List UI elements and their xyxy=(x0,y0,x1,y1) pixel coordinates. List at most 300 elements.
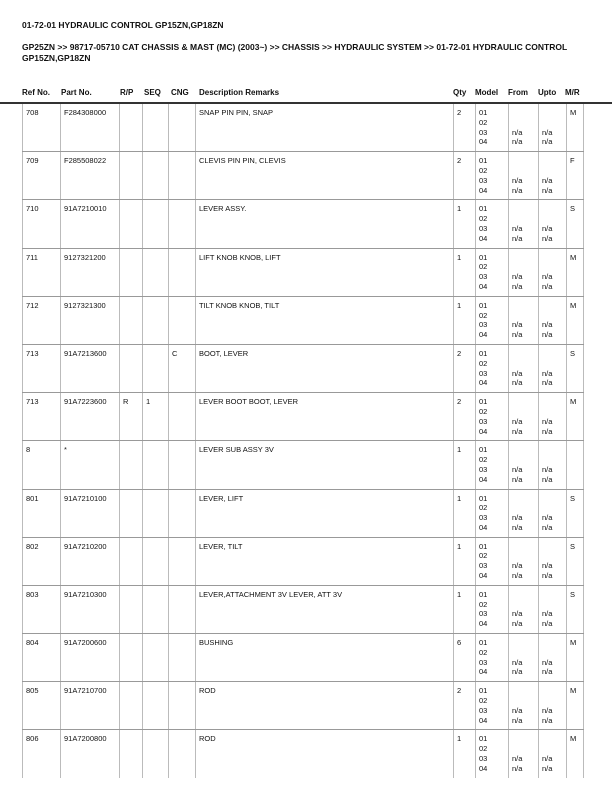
from-value xyxy=(512,648,535,658)
upto-value: n/a xyxy=(542,281,553,291)
ref-no: 713 xyxy=(23,344,61,392)
rp xyxy=(120,441,143,489)
model-value: 01 xyxy=(479,252,488,262)
model-value: 01 xyxy=(479,108,488,117)
model-value: 04 xyxy=(479,619,488,629)
ref-no: 712 xyxy=(23,296,61,344)
upto-value xyxy=(542,359,563,369)
model-value: 03 xyxy=(479,320,488,330)
model-value: 02 xyxy=(479,117,488,127)
cng xyxy=(169,682,196,730)
model-value: 02 xyxy=(479,647,488,657)
upto xyxy=(539,152,567,200)
from-value: n/a xyxy=(512,127,523,137)
model xyxy=(476,730,509,778)
part-no: 91A7210100 xyxy=(61,489,120,537)
cng xyxy=(169,248,196,296)
model-value: 01 xyxy=(479,589,488,599)
mr xyxy=(567,441,584,489)
seq xyxy=(143,200,169,248)
description: BOOT, LEVER xyxy=(196,344,454,392)
description: CLEVIS PIN PIN, CLEVIS xyxy=(196,152,454,200)
model-value: 01 xyxy=(479,493,488,503)
seq xyxy=(143,634,169,682)
description: BUSHING xyxy=(196,634,454,682)
upto-value xyxy=(542,349,563,359)
from-value xyxy=(512,445,535,455)
model xyxy=(476,585,509,633)
upto-value xyxy=(542,542,563,552)
part-no: F284308000 xyxy=(61,104,120,152)
model-value: 03 xyxy=(479,513,488,523)
mr: M xyxy=(567,730,584,778)
cng xyxy=(169,441,196,489)
rp xyxy=(120,634,143,682)
header-upto: Upto xyxy=(538,88,557,97)
model-value: 01 xyxy=(479,734,488,744)
mr: S xyxy=(567,344,584,392)
upto-value: n/a xyxy=(542,464,553,474)
upto xyxy=(539,296,567,344)
model-value: 01 xyxy=(479,348,488,358)
cng xyxy=(169,537,196,585)
seq xyxy=(143,537,169,585)
upto xyxy=(539,344,567,392)
from xyxy=(509,489,539,537)
from-value: n/a xyxy=(512,474,523,484)
upto-value: n/a xyxy=(542,137,553,147)
cng xyxy=(169,585,196,633)
from-value: n/a xyxy=(512,609,523,619)
model-value: 02 xyxy=(479,503,488,513)
model-value: 03 xyxy=(479,464,488,474)
table-header xyxy=(0,88,612,102)
qty: 1 xyxy=(454,489,476,537)
ref-no: 8 xyxy=(23,441,61,489)
cng xyxy=(169,104,196,152)
seq: 1 xyxy=(143,393,169,441)
mr: S xyxy=(567,489,584,537)
qty: 2 xyxy=(454,393,476,441)
model-value: 02 xyxy=(479,406,488,416)
model-value: 02 xyxy=(479,696,488,706)
upto xyxy=(539,104,567,152)
upto xyxy=(539,489,567,537)
upto-value xyxy=(542,494,563,504)
rp xyxy=(120,152,143,200)
model-value: 02 xyxy=(479,165,488,175)
upto-value: n/a xyxy=(542,609,553,619)
seq xyxy=(143,344,169,392)
upto-value: n/a xyxy=(542,667,553,677)
ref-no: 710 xyxy=(23,200,61,248)
model-value: 02 xyxy=(479,599,488,609)
from-value xyxy=(512,311,535,321)
model-value: 03 xyxy=(479,223,488,233)
upto-value: n/a xyxy=(542,571,553,581)
upto-value xyxy=(542,253,563,263)
part-no: 91A7200800 xyxy=(61,730,120,778)
from-value xyxy=(512,262,535,272)
table-row xyxy=(23,296,584,344)
cng xyxy=(169,200,196,248)
model-value: 03 xyxy=(479,657,488,667)
from-value xyxy=(512,359,535,369)
from-value xyxy=(512,349,535,359)
model-value: 03 xyxy=(479,754,488,764)
model xyxy=(476,200,509,248)
upto-value xyxy=(542,696,563,706)
model-value: 01 xyxy=(479,204,488,214)
upto-value xyxy=(542,311,563,321)
model xyxy=(476,489,509,537)
model xyxy=(476,104,509,152)
model-value: 02 xyxy=(479,358,488,368)
cng xyxy=(169,634,196,682)
upto-value xyxy=(542,301,563,311)
table-row xyxy=(23,489,584,537)
ref-no: 803 xyxy=(23,585,61,633)
qty: 2 xyxy=(454,152,476,200)
cng: C xyxy=(169,344,196,392)
from-value xyxy=(512,455,535,465)
rp xyxy=(120,585,143,633)
model-value: 01 xyxy=(479,397,488,407)
upto-value: n/a xyxy=(542,705,553,715)
header-mr: M/R xyxy=(565,88,580,97)
model-value: 02 xyxy=(479,455,488,465)
mr: M xyxy=(567,248,584,296)
cng xyxy=(169,296,196,344)
from xyxy=(509,537,539,585)
mr: S xyxy=(567,537,584,585)
upto-value: n/a xyxy=(542,378,553,388)
from-value: n/a xyxy=(512,667,523,677)
mr: S xyxy=(567,585,584,633)
upto-value: n/a xyxy=(542,522,553,532)
model-value: 03 xyxy=(479,175,488,185)
from-value xyxy=(512,118,535,128)
model xyxy=(476,441,509,489)
from xyxy=(509,152,539,200)
upto-value xyxy=(542,744,563,754)
from-value xyxy=(512,542,535,552)
upto xyxy=(539,634,567,682)
upto-value xyxy=(542,638,563,648)
description: LEVER, TILT xyxy=(196,537,454,585)
from-value xyxy=(512,214,535,224)
header-qty: Qty xyxy=(453,88,467,97)
model xyxy=(476,152,509,200)
from-value: n/a xyxy=(512,657,523,667)
upto-value: n/a xyxy=(542,763,553,773)
model-value: 04 xyxy=(479,667,488,677)
from-value: n/a xyxy=(512,320,523,330)
from-value xyxy=(512,397,535,407)
upto xyxy=(539,585,567,633)
table-row xyxy=(23,585,584,633)
from-value: n/a xyxy=(512,522,523,532)
rp xyxy=(120,489,143,537)
from-value: n/a xyxy=(512,754,523,764)
model-value: 01 xyxy=(479,638,488,648)
upto-value: n/a xyxy=(542,561,553,571)
from-value xyxy=(512,638,535,648)
upto xyxy=(539,441,567,489)
description: LIFT KNOB KNOB, LIFT xyxy=(196,248,454,296)
from-value: n/a xyxy=(512,571,523,581)
part-no: * xyxy=(61,441,120,489)
model-value: 04 xyxy=(479,763,488,773)
part-no: 91A7210010 xyxy=(61,200,120,248)
model-value: 04 xyxy=(479,233,488,243)
from-value xyxy=(512,166,535,176)
qty: 1 xyxy=(454,441,476,489)
model xyxy=(476,248,509,296)
ref-no: 713 xyxy=(23,393,61,441)
header-rp: R/P xyxy=(120,88,134,97)
description: LEVER, LIFT xyxy=(196,489,454,537)
description: SNAP PIN PIN, SNAP xyxy=(196,104,454,152)
from-value xyxy=(512,600,535,610)
model-value: 01 xyxy=(479,686,488,696)
model-value: 01 xyxy=(479,445,488,455)
table-row xyxy=(23,537,584,585)
upto-value xyxy=(542,445,563,455)
upto xyxy=(539,200,567,248)
from-value: n/a xyxy=(512,763,523,773)
from-value: n/a xyxy=(512,281,523,291)
header-desc: Description Remarks xyxy=(199,88,280,97)
from-value xyxy=(512,734,535,744)
cng xyxy=(169,730,196,778)
from-value xyxy=(512,494,535,504)
upto-value xyxy=(542,648,563,658)
rp xyxy=(120,200,143,248)
table-row xyxy=(23,393,584,441)
from-value xyxy=(512,108,535,118)
upto-value: n/a xyxy=(542,175,553,185)
seq xyxy=(143,489,169,537)
model xyxy=(476,537,509,585)
qty: 1 xyxy=(454,730,476,778)
upto-value xyxy=(542,108,563,118)
table-row xyxy=(23,248,584,296)
model-value: 03 xyxy=(479,705,488,715)
upto-value: n/a xyxy=(542,272,553,282)
upto-value xyxy=(542,118,563,128)
upto xyxy=(539,248,567,296)
part-no: 9127321200 xyxy=(61,248,120,296)
model-value: 03 xyxy=(479,609,488,619)
upto-value: n/a xyxy=(542,416,553,426)
mr: M xyxy=(567,634,584,682)
ref-no: 708 xyxy=(23,104,61,152)
from-value: n/a xyxy=(512,426,523,436)
seq xyxy=(143,248,169,296)
from-value xyxy=(512,686,535,696)
part-no: 91A7210300 xyxy=(61,585,120,633)
seq xyxy=(143,296,169,344)
mr: M xyxy=(567,104,584,152)
model-value: 02 xyxy=(479,744,488,754)
model-value: 04 xyxy=(479,330,488,340)
upto-value xyxy=(542,156,563,166)
header-part: Part No. xyxy=(61,88,92,97)
from-value xyxy=(512,156,535,166)
from-value xyxy=(512,551,535,561)
rp xyxy=(120,730,143,778)
seq xyxy=(143,441,169,489)
upto xyxy=(539,537,567,585)
ref-no: 805 xyxy=(23,682,61,730)
model-value: 03 xyxy=(479,127,488,137)
rp: R xyxy=(120,393,143,441)
from xyxy=(509,104,539,152)
from-value: n/a xyxy=(512,223,523,233)
description: LEVER ASSY. xyxy=(196,200,454,248)
upto-value: n/a xyxy=(542,185,553,195)
cng xyxy=(169,489,196,537)
from-value xyxy=(512,744,535,754)
upto-value xyxy=(542,503,563,513)
model-value: 04 xyxy=(479,715,488,725)
part-no: 91A7223600 xyxy=(61,393,120,441)
model-value: 04 xyxy=(479,185,488,195)
seq xyxy=(143,104,169,152)
upto xyxy=(539,393,567,441)
description: TILT KNOB KNOB, TILT xyxy=(196,296,454,344)
header-seq: SEQ xyxy=(144,88,161,97)
upto xyxy=(539,682,567,730)
model-value: 02 xyxy=(479,262,488,272)
upto-value: n/a xyxy=(542,368,553,378)
table-row xyxy=(23,200,584,248)
upto-value xyxy=(542,600,563,610)
from xyxy=(509,200,539,248)
description: ROD xyxy=(196,682,454,730)
qty: 1 xyxy=(454,248,476,296)
from-value: n/a xyxy=(512,705,523,715)
header-ref: Ref No. xyxy=(22,88,50,97)
from-value xyxy=(512,253,535,263)
part-no: 9127321300 xyxy=(61,296,120,344)
table-row xyxy=(23,682,584,730)
from-value: n/a xyxy=(512,185,523,195)
qty: 2 xyxy=(454,682,476,730)
from-value: n/a xyxy=(512,175,523,185)
upto-value xyxy=(542,204,563,214)
model-value: 04 xyxy=(479,281,488,291)
from-value: n/a xyxy=(512,233,523,243)
from-value: n/a xyxy=(512,619,523,629)
header-from: From xyxy=(508,88,528,97)
table-row xyxy=(23,104,584,152)
qty: 2 xyxy=(454,344,476,392)
from xyxy=(509,296,539,344)
from-value xyxy=(512,204,535,214)
part-no: 91A7210200 xyxy=(61,537,120,585)
from-value xyxy=(512,590,535,600)
table-row xyxy=(23,344,584,392)
seq xyxy=(143,585,169,633)
from xyxy=(509,585,539,633)
from xyxy=(509,344,539,392)
upto-value xyxy=(542,590,563,600)
upto-value xyxy=(542,214,563,224)
upto-value: n/a xyxy=(542,657,553,667)
upto-value xyxy=(542,397,563,407)
header-model: Model xyxy=(475,88,499,97)
description: LEVER BOOT BOOT, LEVER xyxy=(196,393,454,441)
rp xyxy=(120,682,143,730)
from-value xyxy=(512,503,535,513)
upto-value xyxy=(542,407,563,417)
mr: M xyxy=(567,296,584,344)
from-value: n/a xyxy=(512,513,523,523)
qty: 6 xyxy=(454,634,476,682)
model-value: 04 xyxy=(479,522,488,532)
upto xyxy=(539,730,567,778)
rp xyxy=(120,104,143,152)
model xyxy=(476,296,509,344)
qty: 1 xyxy=(454,296,476,344)
from-value: n/a xyxy=(512,368,523,378)
rp xyxy=(120,537,143,585)
parts-table xyxy=(22,104,584,778)
upto-value xyxy=(542,455,563,465)
ref-no: 709 xyxy=(23,152,61,200)
upto-value: n/a xyxy=(542,320,553,330)
upto-value: n/a xyxy=(542,426,553,436)
model xyxy=(476,393,509,441)
mr: F xyxy=(567,152,584,200)
upto-value: n/a xyxy=(542,330,553,340)
qty: 1 xyxy=(454,537,476,585)
breadcrumb: GP25ZN >> 98717-05710 CAT CHASSIS & MAST (MC) (2003~) >> CHASSIS >> HYDRAULIC SYSTEM >> 01-72-01 HYDRAULIC CONTROL GP15ZN,GP18ZN xyxy=(22,42,568,63)
from-value: n/a xyxy=(512,715,523,725)
upto-value xyxy=(542,262,563,272)
part-no: 91A7200600 xyxy=(61,634,120,682)
mr: M xyxy=(567,682,584,730)
mr: S xyxy=(567,200,584,248)
model-value: 04 xyxy=(479,474,488,484)
from-value xyxy=(512,301,535,311)
model-value: 02 xyxy=(479,310,488,320)
from xyxy=(509,634,539,682)
upto-value: n/a xyxy=(542,127,553,137)
qty: 2 xyxy=(454,104,476,152)
part-no: 91A7210700 xyxy=(61,682,120,730)
ref-no: 802 xyxy=(23,537,61,585)
model-value: 04 xyxy=(479,426,488,436)
from-value: n/a xyxy=(512,464,523,474)
header-cng: CNG xyxy=(171,88,189,97)
ref-no: 801 xyxy=(23,489,61,537)
model-value: 01 xyxy=(479,300,488,310)
ref-no: 711 xyxy=(23,248,61,296)
model-value: 04 xyxy=(479,571,488,581)
upto-value xyxy=(542,166,563,176)
qty: 1 xyxy=(454,585,476,633)
model-value: 03 xyxy=(479,561,488,571)
description: ROD xyxy=(196,730,454,778)
from-value: n/a xyxy=(512,378,523,388)
from-value: n/a xyxy=(512,137,523,147)
seq xyxy=(143,152,169,200)
rp xyxy=(120,344,143,392)
seq xyxy=(143,682,169,730)
